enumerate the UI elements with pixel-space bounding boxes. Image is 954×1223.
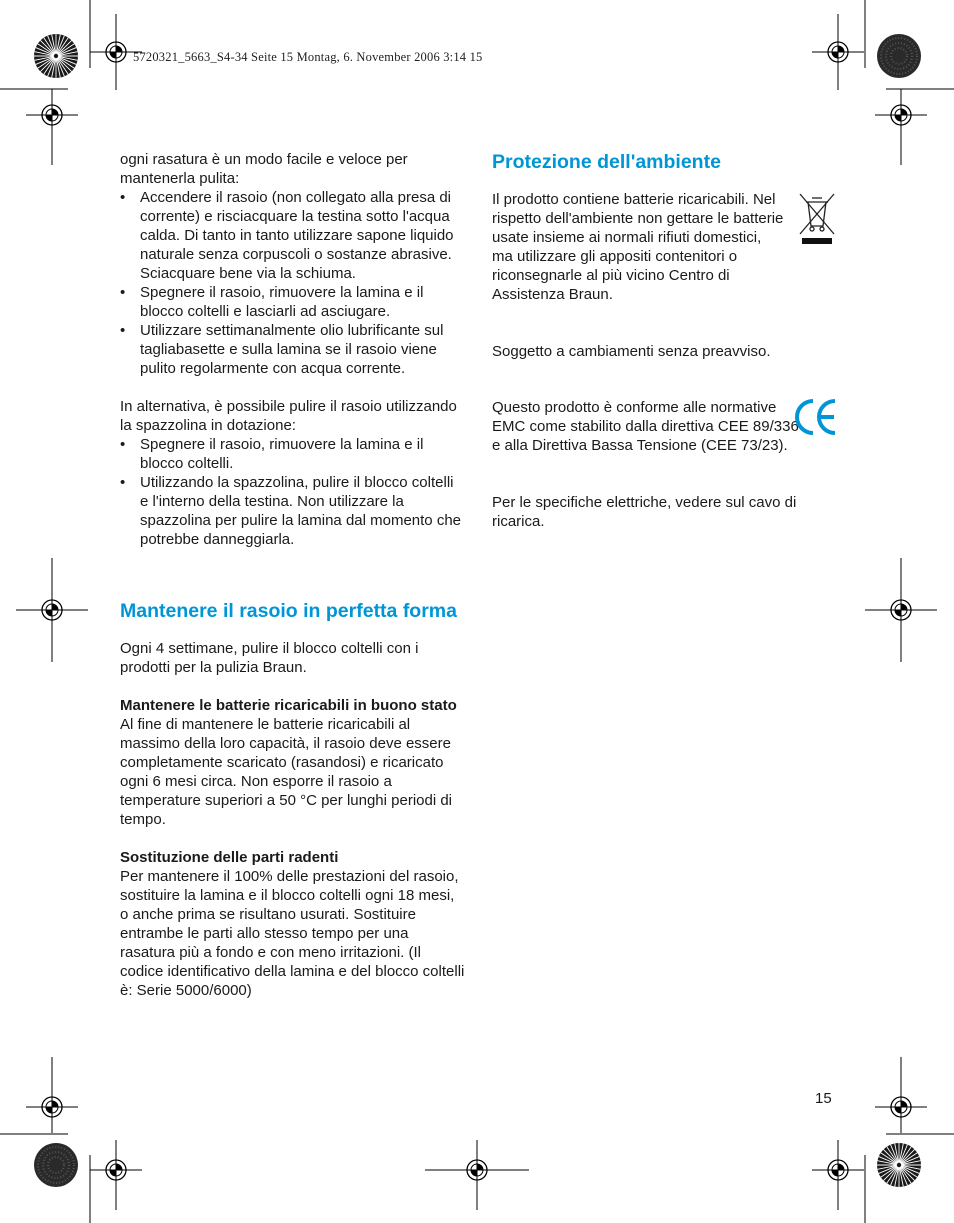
print-slug: 5720321_5663_S4-34 Seite 15 Montag, 6. November 2006 3:14 15 (133, 50, 483, 64)
ce-mark-icon (794, 397, 838, 437)
battery-subtitle: Mantenere le batterie ricaricabili in buono stato (120, 697, 457, 714)
battery-text: Al fine di mantenere le batterie ricaricabili al massimo della loro capacità, il rasoio deve essere completamente scaricato (rasandosi) e ricaricato ogni 6 mesi circa. Non esporre il rasoio a temperature superiori a 50 °C per lunghi periodi di tempo. (120, 716, 453, 828)
print-dot-disk-icon (877, 34, 921, 78)
right-column (492, 150, 837, 531)
electrical-text: Per le specifiche elettriche, vedere sul cavo di ricarica. (492, 494, 797, 530)
print-dot-disk-icon (34, 1143, 78, 1187)
intro-paragraph: ogni rasatura è un modo facile e veloce per mantenerla pulita: (120, 151, 408, 187)
cleaning-step: • Utilizzare settimanalmente olio lubrificante sul tagliabasette e sulla lamina se il rasoio viene pulito regolarmente con acqua corrente. (120, 321, 465, 378)
emc-text: Questo prodotto è conforme alle normative EMC come stabilito dalla direttiva CEE 89/336 e alla Direttiva Bassa Tensione (CEE 73/23). (492, 399, 799, 454)
left-column (120, 150, 465, 1000)
notice-text: Soggetto a cambiamenti senza preavviso. (492, 343, 771, 360)
print-rosette-icon (877, 1143, 921, 1187)
maintenance-text: Ogni 4 settimane, pulire il blocco coltelli con i prodotti per la pulizia Braun. (120, 640, 419, 676)
section-title-environment: Protezione dell'ambiente (492, 151, 721, 173)
environment-text: Il prodotto contiene batterie ricaricabili. Nel rispetto dell'ambiente non gettare le batterie usate insieme ai normali rifiuti domestici, ma utilizzare gli appositi contenitori o riconsegnarle al più vicino Centro di Assistenza Braun. (492, 191, 784, 303)
cleaning-step: • Accendere il rasoio (non collegato alla presa di corrente) e risciacquare la testina sotto l'acqua calda. Di tanto in tanto utilizzare sapone liquido naturale senza corpuscoli o sostanze abrasive. Sciacquare bene via la schiuma. (120, 188, 465, 283)
replacement-text: Per mantenere il 100% delle prestazioni del rasoio, sostituire la lamina e il blocco coltelli ogni 18 mesi, o anche prima se risultano usurati. Sostituire entrambe le parti allo stesso tempo per una rasatura più a fondo e con meno irritazioni. (Il codice identificativo della lamina e del blocco coltelli è: Serie 5000/6000) (120, 868, 465, 999)
crossed-bin-icon (798, 192, 836, 246)
brush-step: • Utilizzando la spazzolina, pulire il blocco coltelli e l'interno della testina. Non utilizzare la spazzolina per pulire la lamina dal momento che potrebbe danneggiarla. (120, 473, 465, 549)
alternative-intro: In alternativa, è possibile pulire il rasoio utilizzando la spazzolina in dotazione: (120, 398, 457, 434)
print-rosette-icon (34, 34, 78, 78)
page-number: 15 (815, 1090, 832, 1107)
brush-step: • Spegnere il rasoio, rimuovere la lamina e il blocco coltelli. (120, 435, 465, 473)
replacement-subtitle: Sostituzione delle parti radenti (120, 849, 339, 866)
cleaning-step: • Spegnere il rasoio, rimuovere la lamina e il blocco coltelli e lasciarli ad asciugare. (120, 283, 465, 321)
section-title-maintenance: Mantenere il rasoio in perfetta forma (120, 600, 457, 622)
